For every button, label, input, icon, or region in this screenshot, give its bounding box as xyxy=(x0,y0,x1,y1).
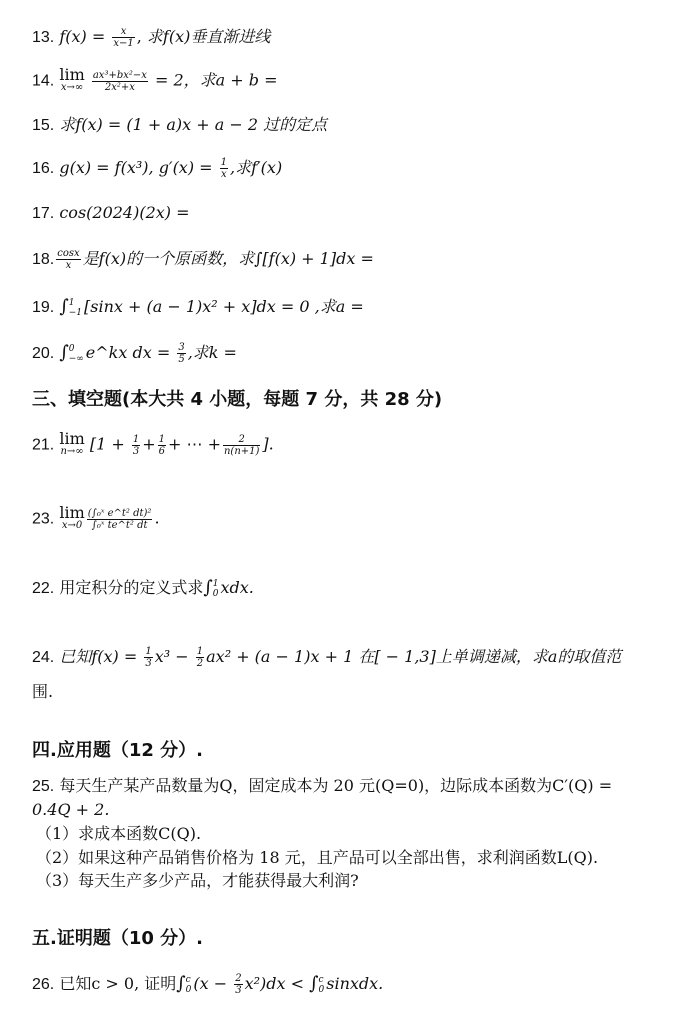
fraction: $\frac{1}{3}$ xyxy=(145,646,152,669)
question-24-continuation xyxy=(32,682,53,702)
fraction: $\frac{1}{2}$ xyxy=(196,646,204,669)
question-text: (x − xyxy=(193,974,233,993)
question-text: 求f(x) = (1 + a)x + a − 2 过的定点 xyxy=(59,115,328,134)
question-text-tail: ,求f′(x) xyxy=(230,158,283,177)
integral-limits: 1 0 xyxy=(212,578,219,599)
question-number: 23. xyxy=(32,510,55,528)
question-26 xyxy=(32,973,383,996)
fraction: $\frac{1}{x}$ xyxy=(220,157,228,180)
question-number: 13. xyxy=(32,29,55,46)
question-text: 是f(x)的一个原函数，求∫[f(x) + 1]dx = xyxy=(82,249,374,268)
integral-limits: c 0 xyxy=(185,974,192,995)
question-23: 23. lim x→0 $\frac{\text{(∫₀ˣ e\textasciicircum{}t² dt)²}}{\text{∫₀ˣ te\textasciicircum{}t² dt}}$ . xyxy=(32,503,160,531)
question-20 xyxy=(32,342,237,365)
question-number: 25. xyxy=(32,778,55,795)
question-text: 每天生产某产品数量为Q，固定成本为 20 元(Q=0)，边际成本函数为C′(Q) = xyxy=(59,776,613,795)
question-number: 20. xyxy=(32,345,55,362)
question-text: 已知c > 0, 证明 xyxy=(59,974,177,993)
question-subpart: （3）每天生产多少产品，才能获得最大利润? xyxy=(36,871,359,890)
fraction: $\frac{\cos x}{x}$ xyxy=(57,248,80,271)
question-text: 已知f(x) = xyxy=(59,647,143,666)
fraction: $\frac{\text{ax³+bx²−x}}{\text{2x²+x}}$ xyxy=(92,69,147,93)
question-text: ax² + (a − 1)x + 1 在[ − 1,3]上单调递减，求a的取值范 xyxy=(206,647,622,666)
question-text-tail: ,求k = xyxy=(187,343,237,362)
question-22 xyxy=(32,578,254,599)
question-19 xyxy=(32,297,364,318)
integral-limits: c 0 xyxy=(318,974,325,995)
question-number: 24. xyxy=(32,649,55,666)
question-text-tail: sinxdx. xyxy=(326,974,384,993)
fraction: $\frac{2}{3}$ xyxy=(235,973,242,996)
question-13: 13. f(x) = $\frac{x}{x-1}$ , 求f(x)垂直渐进线 xyxy=(32,26,271,49)
question-text: [1 + xyxy=(89,434,130,454)
section-heading-fill-blank: 三、填空题(本大共 4 小题，每题 7 分，共 28 分) xyxy=(32,389,443,410)
limit-operator: lim n→∞ xyxy=(59,429,85,457)
fraction: $\frac{\text{(∫₀ˣ e\textasciicircum{}t² dt)²}}{\text{∫₀ˣ te\textasciicircum{}t² dt}}$ xyxy=(87,507,152,531)
integral-limits: 1 −1 xyxy=(68,297,83,318)
question-text: 求f(x)垂直渐进线 xyxy=(146,27,271,46)
question-25-line-2 xyxy=(32,800,109,820)
integral-sign: ∫ xyxy=(176,973,186,994)
question-14 xyxy=(32,65,278,94)
question-text-end: ]. xyxy=(262,434,274,454)
question-text: 用定积分的定义式求 xyxy=(59,578,204,597)
question-18 xyxy=(32,248,374,271)
question-number: 14. xyxy=(32,72,55,90)
limit-operator: lim x→0 xyxy=(59,503,85,531)
fraction: $\frac{x}{x-1}$ xyxy=(113,26,134,49)
section-heading-proof: 五.证明题（10 分）. xyxy=(32,928,203,949)
question-number: 17. xyxy=(32,205,55,222)
limit-operator: lim x→∞ xyxy=(59,65,85,93)
fraction: $\frac{1}{6}$ xyxy=(158,433,165,457)
integral-limits: 0 −∞ xyxy=(68,343,84,364)
section-heading-application: 四.应用题（12 分）. xyxy=(32,740,203,761)
question-text: e^kx dx = xyxy=(85,343,176,362)
question-number: 18. xyxy=(32,251,55,268)
fraction: $\frac{1}{3}$ xyxy=(132,433,140,457)
question-25-part-1 xyxy=(36,824,201,844)
question-number: 19. xyxy=(32,299,55,316)
question-text: cos(2024)(2x) = xyxy=(59,203,190,222)
question-number: 21. xyxy=(32,436,55,454)
question-number: 16. xyxy=(32,160,55,177)
question-subpart: （1）求成本函数C(Q). xyxy=(36,824,202,843)
question-text: g(x) = f(x³), g′(x) = xyxy=(59,158,218,177)
question-text-tail: xdx. xyxy=(220,578,254,597)
question-25-part-2 xyxy=(36,848,598,868)
question-number: 15. xyxy=(32,117,55,134)
question-text: 0.4Q + 2. xyxy=(32,800,110,819)
question-21: 21. lim n→∞ [1 + $\frac{1}{3}$ + $\frac{1}{6}$ + ⋯ + $\frac{2}{n(n+1)}$ ]. xyxy=(32,429,274,457)
question-25-part-3 xyxy=(36,871,359,891)
question-number: 26. xyxy=(32,976,55,993)
question-text: = 2，求a + b = xyxy=(155,70,278,90)
question-15 xyxy=(32,115,327,136)
question-number: 22. xyxy=(32,580,55,597)
question-25 xyxy=(32,776,612,797)
question-16 xyxy=(32,157,282,180)
integral-sign: ∫ xyxy=(59,342,69,363)
integral-sign: ∫ xyxy=(59,296,69,317)
fraction: $\frac{3}{5}$ xyxy=(178,342,185,365)
integral-sign: ∫ xyxy=(309,973,319,994)
question-text: x²)dx < xyxy=(244,974,310,993)
question-17 xyxy=(32,203,190,224)
question-text: 围. xyxy=(32,682,54,701)
question-text: [sinx + (a − 1)x² + x]dx = 0 ,求a = xyxy=(84,297,364,316)
question-text: x³ − xyxy=(154,647,194,666)
question-24 xyxy=(32,646,621,669)
question-subpart: （2）如果这种产品销售价格为 18 元，且产品可以全部出售，求利润函数L(Q). xyxy=(36,848,599,867)
integral-sign: ∫ xyxy=(203,577,213,598)
function-definition: f(x) = xyxy=(59,27,106,46)
fraction: $\frac{2}{n(n+1)}$ xyxy=(223,433,260,457)
